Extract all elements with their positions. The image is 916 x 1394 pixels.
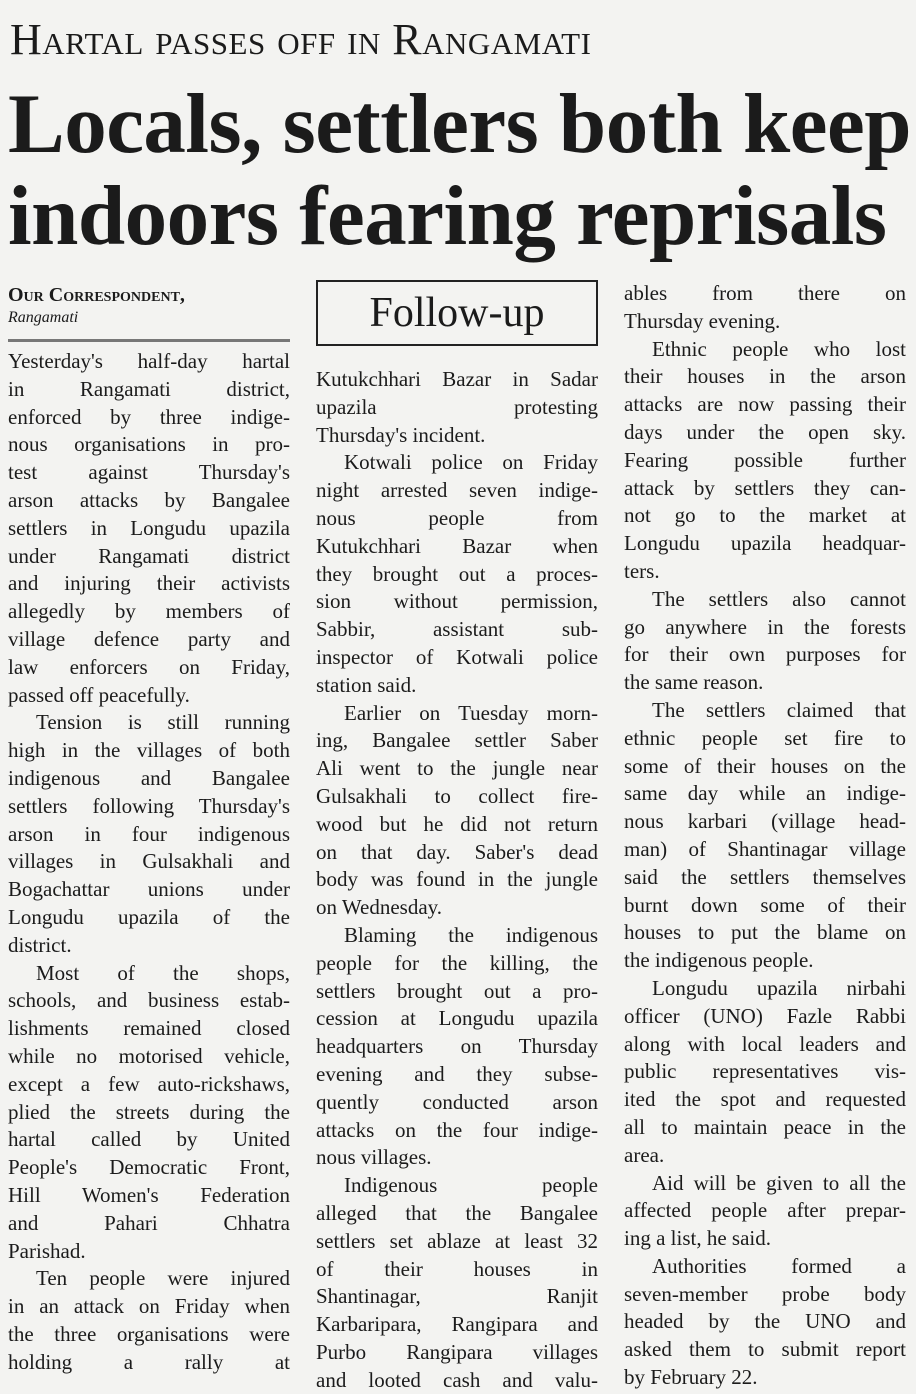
text-line: district. (8, 932, 72, 957)
text-line: enforced by three indige- (8, 404, 290, 429)
text-line: Longudu upazila headquar- (624, 531, 906, 556)
text-line: The settlers claimed that (652, 697, 906, 722)
text-line: Shantinagar, Ranjit (316, 1284, 598, 1309)
text-line: asked them to submit report (624, 1337, 906, 1362)
text-line: attacks on the four indige- (316, 1117, 598, 1142)
text-line: passed off peacefully. (8, 682, 190, 707)
text-line: holding a rally at (8, 1349, 290, 1374)
headline-line-2: indoors fearing reprisals (8, 169, 887, 263)
paragraph (316, 700, 598, 922)
text-line: by February 22. (624, 1365, 758, 1390)
byline-divider (8, 339, 290, 342)
text-line: except a few auto-rickshaws, (8, 1071, 290, 1096)
text-line: inspector of Kotwali police (316, 644, 598, 669)
text-line: man) of Shantinagar village (624, 836, 906, 861)
text-line: in Rangamati district, (8, 376, 290, 401)
text-line: Karbaripara, Rangipara and (316, 1312, 598, 1337)
text-line: evening and they subse- (316, 1061, 598, 1086)
text-line: officer (UNO) Fazle Rabbi (624, 1003, 906, 1028)
text-line: indigenous and Bangalee (8, 765, 290, 790)
text-line: attack by settlers they can- (624, 475, 906, 500)
text-line: Thursday evening. (624, 308, 781, 333)
text-line: ing, Bangalee settler Saber (316, 728, 598, 753)
text-line: Parishad. (8, 1238, 86, 1263)
text-line: schools, and business estab- (8, 988, 290, 1013)
text-line: Kutukchhari Bazar in Sadar (316, 367, 598, 391)
text-line: area. (624, 1142, 665, 1167)
text-line: ethnic people set fire to (624, 725, 906, 750)
text-line: Gulsakhali to collect fire- (316, 783, 598, 808)
text-line: on Wednesday. (316, 895, 443, 920)
text-line: their houses in the arson (624, 364, 906, 389)
paragraph (8, 709, 290, 959)
text-line: settlers brought out a pro- (316, 978, 598, 1003)
text-line: nous people from (316, 505, 598, 530)
text-line: people for the killing, the (316, 950, 598, 975)
text-line: village defence party and (8, 626, 290, 651)
text-line: upazila protesting (316, 394, 598, 419)
text-line: the three organisations were (8, 1321, 290, 1346)
text-line: and looted cash and valu- (316, 1367, 598, 1392)
text-line: while no motorised vehicle, (8, 1043, 290, 1068)
text-line: alleged that the Bangalee (316, 1200, 598, 1225)
text-line: settlers following Thursday's (8, 793, 290, 818)
text-line: all to maintain peace in the (624, 1114, 906, 1139)
text-line: Kutukchhari Bazar when (316, 533, 598, 558)
paragraph (624, 586, 906, 697)
text-line: plied the streets during the (8, 1099, 290, 1124)
follow-up-label-box: Follow-up (316, 280, 598, 346)
paragraph (624, 1253, 906, 1392)
text-line: Authorities formed a (652, 1253, 906, 1278)
paragraph (8, 1265, 290, 1376)
text-line: settlers in Longudu upazila (8, 515, 290, 540)
text-line: Ali went to the jungle near (316, 756, 598, 781)
text-line: Hill Women's Federation (8, 1182, 290, 1207)
text-line: seven-member probe body (624, 1281, 906, 1306)
text-line: headquarters on Thursday (316, 1034, 598, 1059)
text-line: hartal called by United (8, 1127, 290, 1152)
text-line: ters. (624, 558, 660, 583)
text-line: wood but he did not return (316, 811, 598, 836)
text-line: public representatives vis- (624, 1059, 906, 1084)
text-line: along with local leaders and (624, 1031, 906, 1056)
text-line: Blaming the indigenous (344, 922, 598, 947)
text-line: nous organisations in pro- (8, 432, 290, 457)
text-line: and Pahari Chhatra (8, 1210, 290, 1235)
kicker-headline: Hartal passes off in Rangamati (10, 15, 592, 64)
text-line: Ten people were injured (36, 1266, 290, 1291)
text-line: allegedly by members of (8, 599, 290, 624)
text-line: Kotwali police on Friday (344, 450, 598, 475)
text-line: Sabbir, assistant sub- (316, 617, 598, 642)
text-line: arson attacks by Bangalee (8, 487, 290, 512)
text-line: affected people after prepar- (624, 1198, 906, 1223)
headline-line-1: Locals, settlers both keep (8, 77, 912, 171)
paragraph (316, 366, 598, 449)
text-line: Longudu upazila of the (8, 904, 290, 929)
text-line: and injuring their activists (8, 571, 290, 596)
text-line: Longudu upazila nirbahi (652, 975, 906, 1000)
text-line: headed by the UNO and (624, 1309, 906, 1334)
text-line: sion without permission, (316, 589, 598, 614)
paragraph (316, 922, 598, 1172)
text-line: lishments remained closed (8, 1016, 290, 1041)
text-line: Ethnic people who lost (652, 336, 906, 361)
article-column-1 (8, 348, 290, 1376)
text-line: go anywhere in the forests (624, 614, 906, 639)
text-line: not go to the market at (624, 503, 906, 528)
text-line: same day while an indige- (624, 781, 906, 806)
text-line: law enforcers on Friday, (8, 654, 290, 679)
paragraph (316, 1172, 598, 1394)
text-line: night arrested seven indige- (316, 478, 598, 503)
text-line: ited the spot and requested (624, 1087, 906, 1112)
text-line: Bogachattar unions under (8, 877, 290, 902)
text-line: arson in four indigenous (8, 821, 290, 846)
article-column-2 (316, 366, 598, 1394)
text-line: attacks are now passing their (624, 392, 906, 417)
text-line: Most of the shops, (36, 960, 290, 985)
text-line: Yesterday's half-day hartal (8, 349, 290, 373)
text-line: in an attack on Friday when (8, 1294, 290, 1319)
byline-name: Our Correspondent, (8, 284, 185, 306)
text-line: said the settlers themselves (624, 864, 906, 889)
text-line: Fearing possible further (624, 447, 906, 472)
paragraph (624, 336, 906, 586)
text-line: Earlier on Tuesday morn- (344, 700, 598, 725)
text-line: body was found in the jungle (316, 867, 598, 892)
text-line: Purbo Rangipara villages (316, 1339, 598, 1364)
paragraph (624, 1170, 906, 1253)
main-headline (8, 78, 913, 262)
text-line: test against Thursday's (8, 460, 290, 485)
text-line: the same reason. (624, 670, 764, 695)
article-column-3 (624, 280, 906, 1392)
paragraph (8, 960, 290, 1266)
text-line: quently conducted arson (316, 1089, 598, 1114)
text-line: Tension is still running (36, 710, 290, 735)
text-line: The settlers also cannot (652, 586, 906, 611)
byline (8, 284, 290, 327)
text-line: Indigenous people (344, 1173, 598, 1198)
text-line: People's Democratic Front, (8, 1155, 290, 1180)
text-line: houses to put the blame on (624, 920, 906, 945)
paragraph (8, 348, 290, 709)
byline-place: Rangamati (8, 309, 79, 326)
text-line: for their own purposes for (624, 642, 906, 667)
paragraph (316, 449, 598, 699)
paragraph (624, 697, 906, 975)
text-line: under Rangamati district (8, 543, 290, 568)
text-line: some of their houses on the (624, 753, 906, 778)
text-line: settlers set ablaze at least 32 (316, 1228, 598, 1253)
text-line: high in the villages of both (8, 738, 290, 763)
text-line: station said. (316, 672, 417, 697)
text-line: on that day. Saber's dead (316, 839, 598, 864)
text-line: Thursday's incident. (316, 422, 486, 447)
text-line: the indigenous people. (624, 948, 814, 973)
text-line: days under the open sky. (624, 419, 906, 444)
text-line: villages in Gulsakhali and (8, 849, 290, 874)
text-line: cession at Longudu upazila (316, 1006, 598, 1031)
text-line: of their houses in (316, 1256, 598, 1281)
text-line: ables from there on (624, 281, 906, 305)
text-line: they brought out a proces- (316, 561, 598, 586)
text-line: nous karbari (village head- (624, 809, 906, 834)
text-line: Aid will be given to all the (652, 1170, 906, 1195)
paragraph (624, 280, 906, 336)
text-line: burnt down some of their (624, 892, 906, 917)
paragraph (624, 975, 906, 1170)
text-line: nous villages. (316, 1145, 432, 1170)
text-line: ing a list, he said. (624, 1226, 771, 1251)
